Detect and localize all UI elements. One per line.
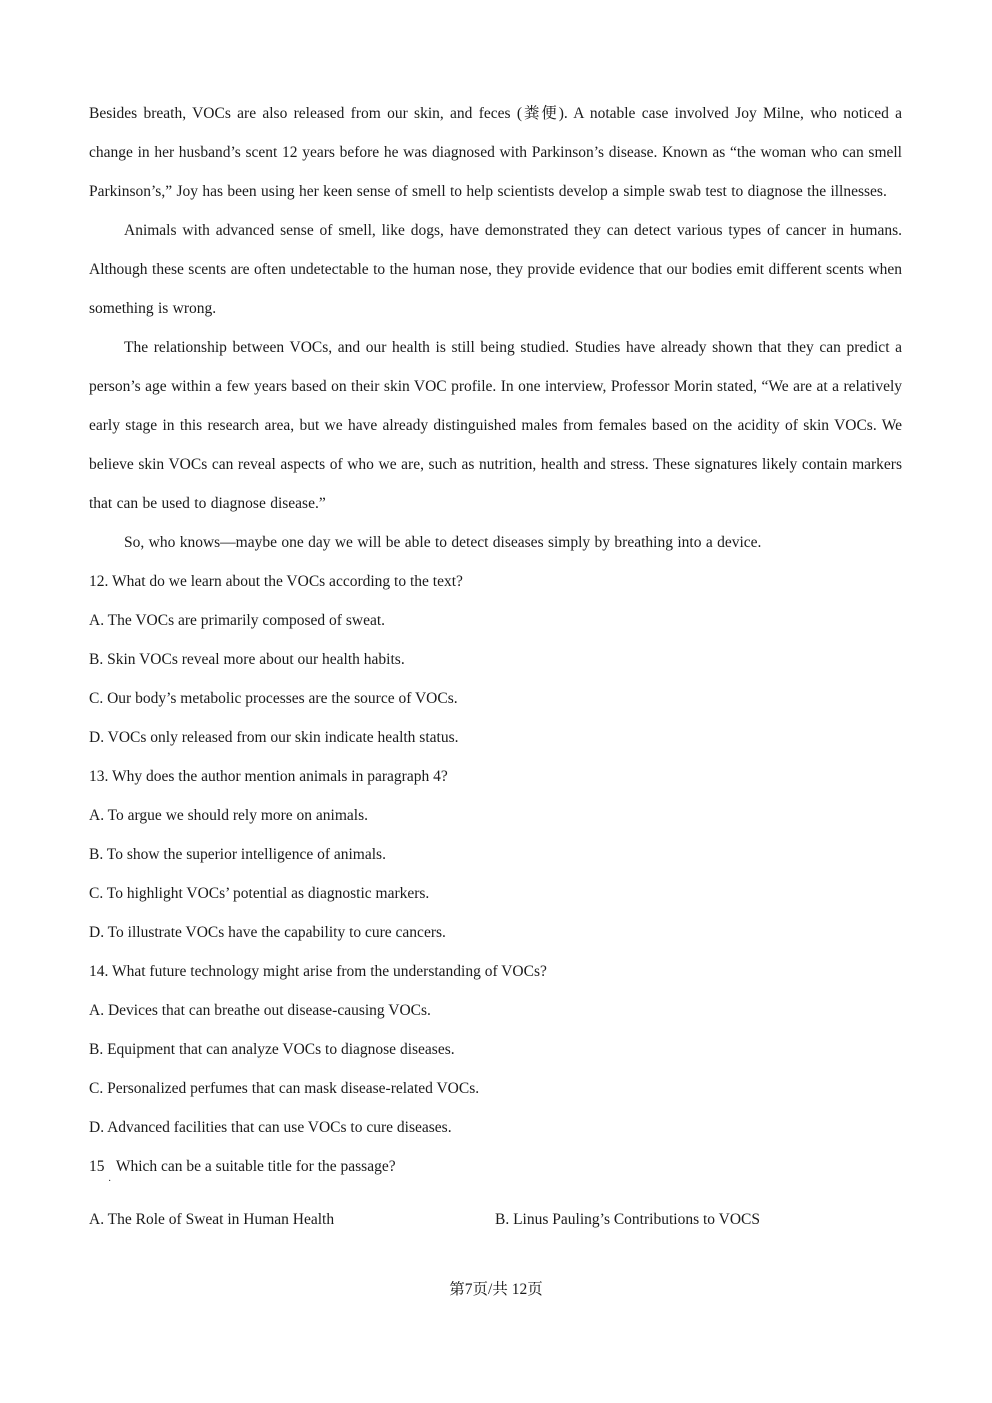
question-13-option-a: A. To argue we should rely more on animals. [89,807,369,824]
question-13-stem: 13. Why does the author mention animals in paragraph 4? [89,768,448,785]
question-14-stem: 14. What future technology might arise from the understanding of VOCs? [89,963,547,980]
question-14-option-d: D. Advanced facilities that can use VOCs to cure diseases. [89,1119,452,1136]
question-15-option-a: A. The Role of Sweat in Human Health [89,1211,335,1228]
passage-paragraph-3: The relationship between VOCs, and our health is still being studied. Studies have already shown that they can predict a person’s age within a few years based on their skin VOC profile. In one interview, Professor Morin stated, “We are at a relatively early stage in this research area, but we have already distinguished males from females based on the acidity of skin VOCs. We believe skin VOCs can reveal aspects of who we are, such as nutrition, health and stress. These signatures likely contain markers that can be used to diagnose disease.” [89,339,902,512]
question-14 [89,952,902,1147]
question-14-option-b: B. Equipment that can analyze VOCs to diagnose diseases. [89,1041,455,1058]
question-15 [89,1147,902,1239]
question-13 [89,757,902,952]
question-12 [89,562,902,757]
question-15-options [89,1200,902,1239]
page-content [89,94,902,1239]
question-15-stem-wrap [89,1147,902,1186]
passage-paragraph-4: So, who knows—maybe one day we will be able to detect diseases simply by breathing into a device. [124,534,762,551]
page-number-footer: 第7页/共 12页 [449,1281,543,1298]
passage-paragraph-1: Besides breath, VOCs are also released from our skin, and feces (粪便). A notable case involved Joy Milne, who noticed a change in her husband’s scent 12 years before he was diagnosed with Parkinson’s disease. Known as “the woman who can smell Parkinson’s,” Joy has been using her keen sense of smell to help scientists develop a simple swab test to diagnose the illnesses. [89,105,902,200]
question-12-option-c: C. Our body’s metabolic processes are the source of VOCs. [89,690,458,707]
question-12-option-b: B. Skin VOCs reveal more about our health habits. [89,651,405,668]
question-12-option-a: A. The VOCs are primarily composed of sweat. [89,612,386,629]
question-15-stem: 15 Which can be a suitable title for the passage? [89,1158,396,1175]
question-14-option-c: C. Personalized perfumes that can mask disease-related VOCs. [89,1080,480,1097]
question-14-option-a: A. Devices that can breathe out disease-causing VOCs. [89,1002,431,1019]
question-number-dot: · [108,1176,112,1187]
question-13-option-c: C. To highlight VOCs’ potential as diagnostic markers. [89,885,430,902]
question-15-option-b: B. Linus Pauling’s Contributions to VOCS [495,1211,760,1228]
passage-paragraph-2: Animals with advanced sense of smell, like dogs, have demonstrated they can detect various types of cancer in humans. Although these scents are often undetectable to the human nose, they provide evidence that our bodies emit different scents when something is wrong. [89,222,902,317]
question-13-option-b: B. To show the superior intelligence of animals. [89,846,386,863]
question-12-option-d: D. VOCs only released from our skin indicate health status. [89,729,459,746]
question-13-option-d: D. To illustrate VOCs have the capability to cure cancers. [89,924,446,941]
question-12-stem: 12. What do we learn about the VOCs according to the text? [89,573,463,590]
